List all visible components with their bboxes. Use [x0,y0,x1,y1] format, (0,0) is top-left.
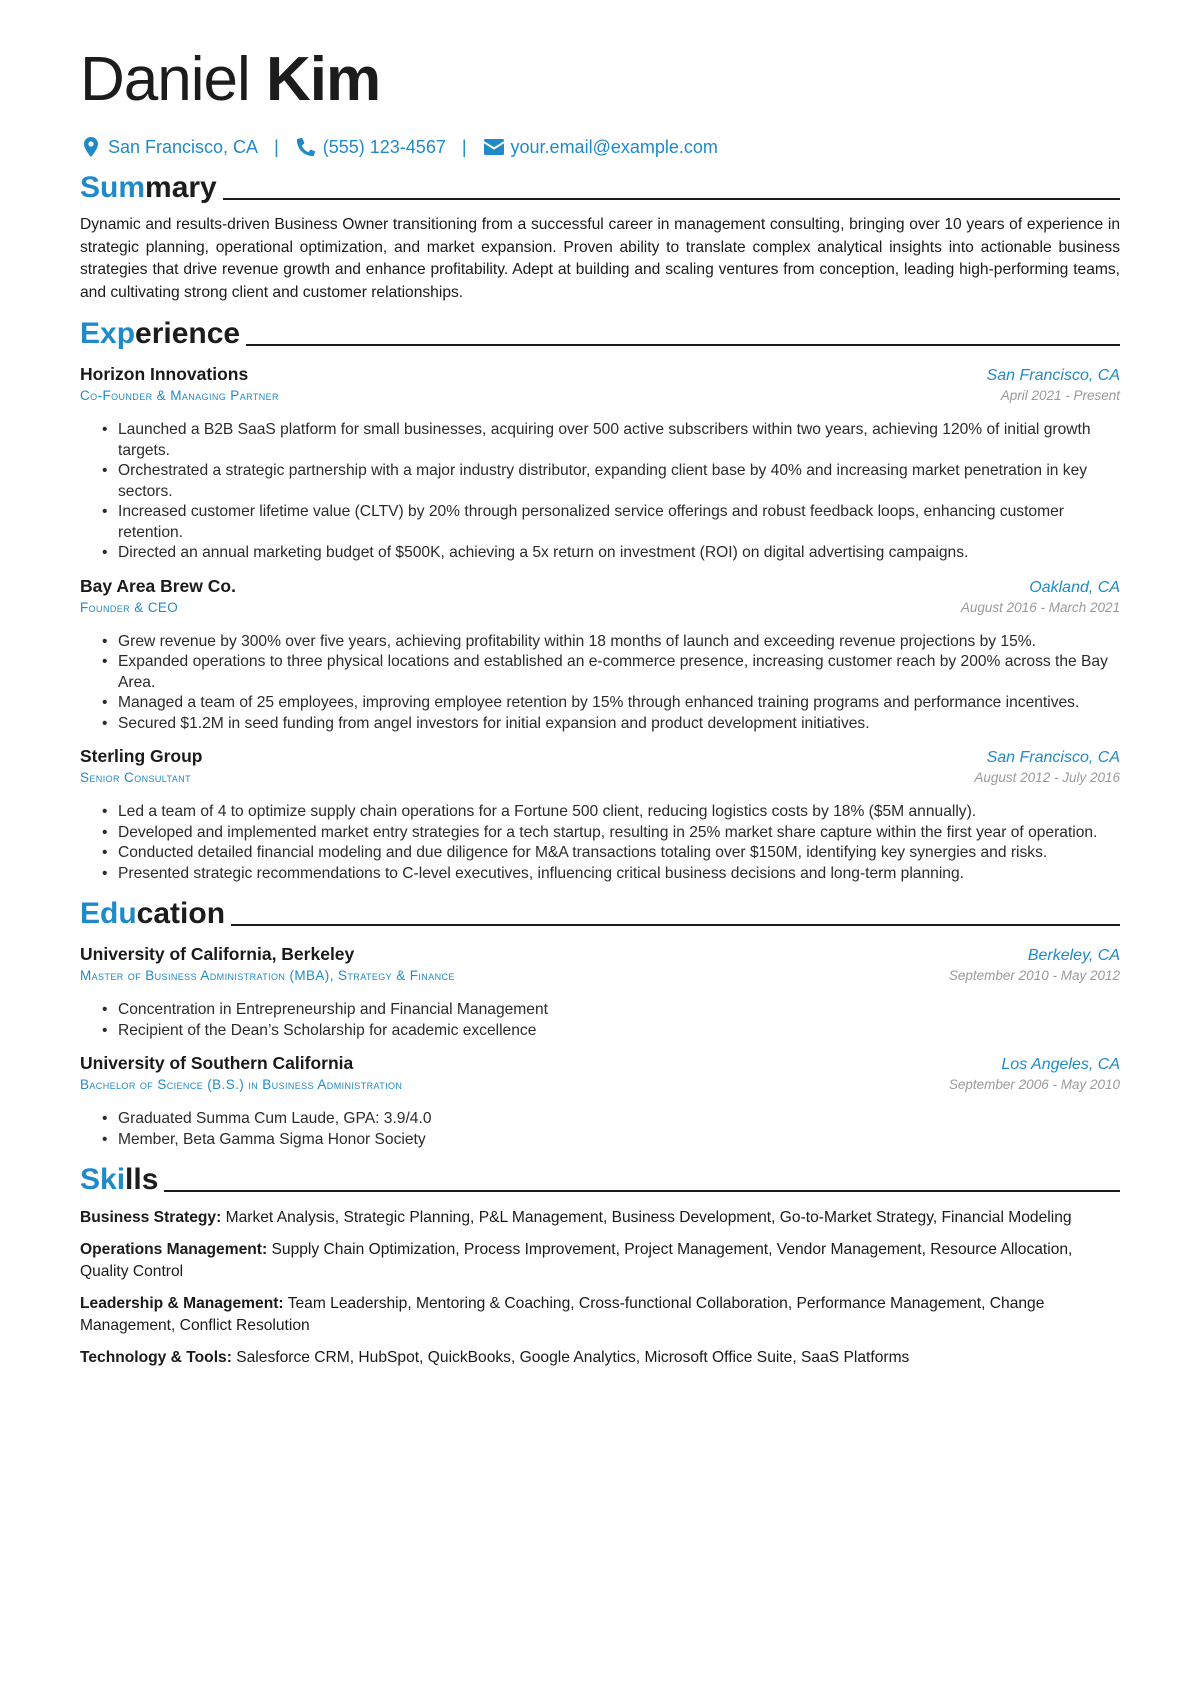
skills-heading [80,1160,1120,1198]
bullet-list [80,632,1120,735]
education-entry [80,944,1120,1041]
entry-dates: April 2021 - Present [1000,388,1120,403]
section-rule [246,344,1120,346]
contact-line [80,134,1120,160]
envelope-icon [483,136,505,158]
section-title [80,316,240,352]
map-pin-icon [80,136,102,158]
entry-organization: Bay Area Brew Co. [80,575,236,596]
experience-entry [80,364,1120,564]
entry-location: San Francisco, CA [986,749,1120,766]
contact-phone[interactable] [295,136,446,158]
candidate-name [80,44,1120,122]
skill-row [80,1207,1120,1230]
bullet-list [80,420,1120,564]
section-title-accent: Ski [80,1163,126,1196]
entry-dates: August 2016 - March 2021 [960,599,1120,615]
skill-row [80,1347,1120,1370]
section-title-accent: Sum [80,171,146,204]
entry-dates: August 2012 - July 2016 [974,770,1120,785]
entry-organization: Sterling Group [80,746,203,766]
section-title-accent: Edu [80,897,137,930]
bullet-item: • Launched a B2B SaaS platform for small businesses, acquiring over 500 active subscribers within two years, achieving 120% of initial growth targets. [102,420,1120,461]
bullet-item: • Graduated Summa Cum Laude, GPA: 3.9/4.0 [102,1109,1120,1130]
skill-values: Team Leadership, Mentoring & Coaching, Cross-functional Collaboration, Performance Management, Change Management, Conflict Resolution [80,1294,1045,1334]
entry-dates: September 2006 - May 2010 [948,1077,1120,1092]
skill-label: Technology & Tools: [80,1348,232,1366]
location-text: San Francisco, CA [108,136,259,157]
summary-heading [80,168,1120,206]
bullet-item: • Developed and implemented market entry strategies for a tech startup, resulting in 25% market share capture within the first year of operation. [102,823,1120,844]
entry-location: Oakland, CA [1029,578,1120,596]
bullet-item: • Led a team of 4 to optimize supply chain operations for a Fortune 500 client, reducing logistics costs by 18% ($5M annually). [102,802,1120,823]
bullet-item: • Concentration in Entrepreneurship and Financial Management [102,1000,1120,1021]
summary-text: Dynamic and results-driven Business Owner transitioning from a successful career in management consulting, bringing over 10 years of experience in strategic planning, operational optimization, and market expansion. Proven ability to translate complex analytical insights into actionable business strategies that drive revenue growth and enhance profitability. Adept at building and scaling ventures from conception, leading high-performing teams, and cultivating strong client and customer relationships. [80,216,1120,301]
bullet-item: • Increased customer lifetime value (CLTV) by 20% through personalized service offerings and robust feedback loops, enhancing customer retention. [102,502,1120,543]
section-title-rest: cation [136,897,226,930]
entry-location: San Francisco, CA [986,367,1120,384]
entry-role: Founder & CEO [80,599,179,615]
entry-role: Co-Founder & Managing Partner [80,388,279,403]
section-rule [231,924,1120,926]
section-title-rest: erience [135,317,241,350]
bullet-list [80,1109,1120,1150]
section-rule [164,1190,1120,1192]
entry-dates: September 2010 - May 2012 [948,968,1120,983]
section-rule [223,198,1120,200]
phone-text[interactable]: (555) 123-4567 [322,136,446,157]
last-name: Kim [266,45,381,114]
section-title-rest: mary [145,171,217,204]
section-title [80,896,225,932]
contact-separator: | [461,136,467,157]
experience-entry [80,576,1120,735]
section-title [80,1162,158,1198]
education-heading [80,894,1120,932]
skill-label: Leadership & Management: [80,1294,284,1312]
contact-separator: | [274,136,279,157]
bullet-item: • Member, Beta Gamma Sigma Honor Society [102,1130,1120,1151]
bullet-item: • Expanded operations to three physical locations and established an e-commerce presence, increasing customer reach by 200% across the Bay Area. [102,652,1120,693]
skill-label: Business Strategy: [80,1209,222,1226]
skill-values: Market Analysis, Strategic Planning, P&L Management, Business Development, Go-to-Market Strategy, Financial Modeling [225,1209,1072,1226]
phone-icon [295,136,317,158]
section-title-accent: Exp [80,317,136,350]
entry-organization: University of California, Berkeley [80,944,355,964]
experience-heading [80,314,1120,352]
bullet-item: • Conducted detailed financial modeling and due diligence for M&A transactions totaling over $150M, identifying key synergies and risks. [102,843,1120,864]
section-title-rest: lls [125,1163,159,1196]
bullet-list [80,802,1120,884]
first-name: Daniel [80,45,250,114]
contact-location [80,136,258,158]
bullet-item: • Managed a team of 25 employees, improving employee retention by 15% through enhanced training programs and performance incentives. [102,693,1120,714]
entry-role: Senior Consultant [80,770,191,785]
bullet-item: • Presented strategic recommendations to C-level executives, influencing critical business decisions and long-term planning. [102,864,1120,885]
entry-organization: Horizon Innovations [80,364,249,384]
education-entry [80,1053,1120,1150]
skill-row [80,1293,1120,1338]
bullet-item: • Directed an annual marketing budget of $500K, achieving a 5x return on investment (ROI) on digital advertising campaigns. [102,543,1120,564]
entry-degree: Master of Business Administration (MBA), Strategy & Finance [80,968,455,983]
email-link[interactable]: your.email@example.com [510,136,718,157]
bullet-item: • Secured $1.2M in seed funding from angel investors for initial expansion and product development initiatives. [102,714,1120,735]
section-title [80,170,217,206]
skill-values: Salesforce CRM, HubSpot, QuickBooks, Google Analytics, Microsoft Office Suite, SaaS Platforms [236,1348,910,1366]
bullet-item: • Orchestrated a strategic partnership with a major industry distributor, expanding client base by 40% and increasing market penetration in key sectors. [102,461,1120,502]
resume-page [80,44,1120,1369]
entry-location: Los Angeles, CA [1001,1056,1120,1073]
entry-organization: University of Southern California [80,1053,354,1073]
entry-location: Berkeley, CA [1027,947,1120,964]
experience-entry [80,746,1120,884]
bullet-list [80,1000,1120,1041]
skill-label: Operations Management: [80,1240,268,1258]
skill-values: Supply Chain Optimization, Process Improvement, Project Management, Vendor Management, Resource Allocation, Quality Control [80,1240,1073,1280]
bullet-item: • Grew revenue by 300% over five years, achieving profitability within 18 months of launch and exceeding revenue projections by 15%. [102,632,1120,653]
bullet-item: • Recipient of the Dean’s Scholarship for academic excellence [102,1021,1120,1042]
contact-email[interactable] [483,136,718,158]
skill-row [80,1239,1120,1284]
entry-degree: Bachelor of Science (B.S.) in Business Administration [80,1077,403,1092]
